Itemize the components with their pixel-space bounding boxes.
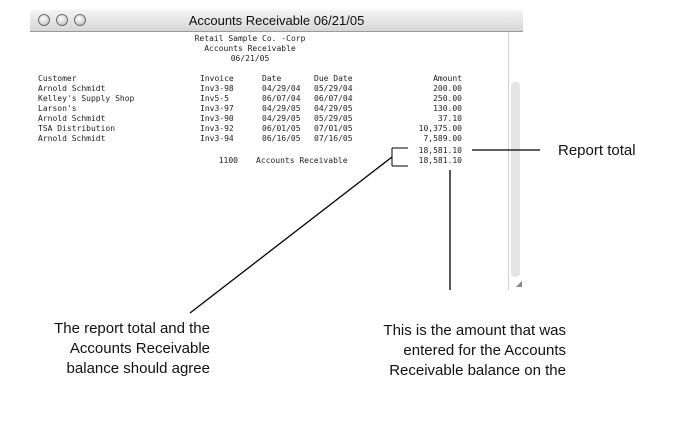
date-cell: 06/07/04 — [262, 94, 301, 103]
company-name: Retail Sample Co. -Corp — [194, 34, 306, 43]
invoice-cell: Inv5-5 — [200, 94, 229, 103]
invoice-cell: Inv3-94 — [200, 134, 234, 143]
due-date-cell: 05/29/04 — [314, 84, 353, 93]
customer-cell: Kelley's Supply Shop — [38, 94, 135, 103]
customer-cell: Larson's — [38, 104, 77, 113]
callout-entered-line: Receivable balance on the — [389, 362, 566, 379]
callout-entered-line: This is the amount that was — [383, 322, 566, 339]
agree-leader — [190, 157, 392, 313]
invoice-cell: Inv3-98 — [200, 84, 234, 93]
column-header-date: Date — [262, 74, 282, 83]
amount-cell: 250.00 — [433, 94, 462, 103]
callout-agree-line: balance should agree — [66, 360, 210, 377]
due-date-cell: 06/07/04 — [314, 94, 353, 103]
invoice-cell: Inv3-97 — [200, 104, 234, 113]
account-balance: 18,581.10 — [418, 156, 462, 165]
callout-agree-line: Accounts Receivable — [69, 340, 210, 357]
callout-entered — [330, 321, 566, 381]
column-header-due-date: Due Date — [314, 74, 353, 83]
window-title: Accounts Receivable 06/21/05 — [188, 13, 365, 28]
column-header-invoice: Invoice — [200, 74, 234, 83]
account-name: Accounts Receivable — [256, 156, 348, 165]
callout-agree — [10, 319, 210, 379]
customer-cell: Arnold Schmidt — [38, 134, 106, 143]
resize-grip-icon[interactable]: ◢ — [515, 279, 522, 288]
callout-agree-line: The report total and the — [54, 320, 210, 337]
due-date-cell: 05/29/05 — [314, 114, 353, 123]
column-header-customer: Customer — [38, 74, 77, 83]
customer-cell: TSA Distribution — [38, 124, 116, 133]
date-cell: 06/01/05 — [262, 124, 301, 133]
account-number: 1100 — [218, 156, 238, 165]
amount-cell: 130.00 — [433, 104, 462, 113]
callout-entered-line: entered for the Accounts — [403, 342, 566, 359]
report-name: Accounts Receivable — [204, 44, 296, 53]
amount-cell: 37.10 — [437, 114, 462, 123]
invoice-cell: Inv3-92 — [200, 124, 234, 133]
date-cell: 04/29/05 — [262, 104, 301, 113]
customer-cell: Arnold Schmidt — [38, 114, 106, 123]
amount-cell: 200.00 — [433, 84, 462, 93]
due-date-cell: 07/01/05 — [314, 124, 353, 133]
date-cell: 04/29/04 — [262, 84, 301, 93]
customer-cell: Arnold Schmidt — [38, 84, 106, 93]
report-date: 06/21/05 — [230, 54, 270, 63]
due-date-cell: 07/16/05 — [314, 134, 353, 143]
invoice-cell: Inv3-90 — [200, 114, 234, 123]
date-cell: 06/16/05 — [262, 134, 301, 143]
date-cell: 04/29/05 — [262, 114, 301, 123]
column-header-amount: Amount — [433, 74, 462, 83]
amount-cell: 10,375.00 — [418, 124, 462, 133]
callout-report-total: Report total — [558, 142, 636, 159]
report-total: 18,581.10 — [418, 146, 462, 155]
amount-cell: 7,589.00 — [423, 134, 462, 143]
due-date-cell: 04/29/05 — [314, 104, 353, 113]
